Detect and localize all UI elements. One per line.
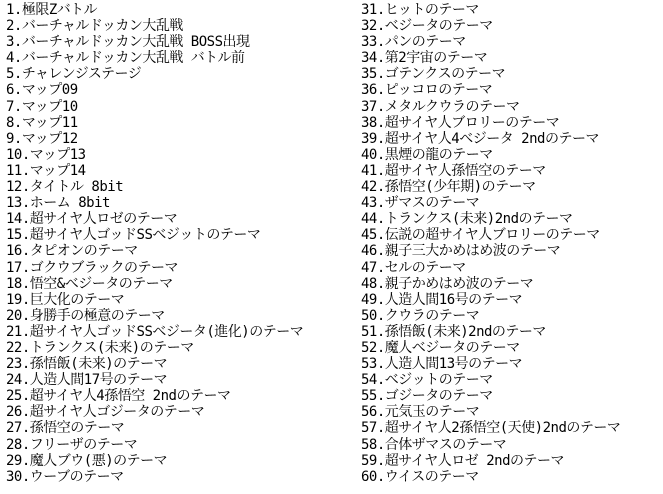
track-list-item: 14.超サイヤ人ロゼのテーマ xyxy=(6,211,178,228)
track-list-item: 4.バーチャルドッカン大乱戦 バトル前 xyxy=(6,50,245,67)
track-list-item: 23.孫悟飯(未来)のテーマ xyxy=(6,356,168,373)
track-list-item: 37.メタルクウラのテーマ xyxy=(361,98,520,115)
track-list-item: 41.超サイヤ人孫悟空のテーマ xyxy=(361,162,546,179)
track-list-item: 36.ピッコロのテーマ xyxy=(361,82,493,99)
track-list-item: 3.バーチャルドッカン大乱戦 BOSS出現 xyxy=(6,34,250,51)
track-list-item: 60.ウイスのテーマ xyxy=(361,468,479,485)
track-list-item: 9.マップ12 xyxy=(6,130,78,147)
track-list-item: 35.ゴテンクスのテーマ xyxy=(361,66,506,83)
track-list-item: 39.超サイヤ人4ベジータ 2ndのテーマ xyxy=(361,130,599,147)
track-list-item: 17.ゴクウブラックのテーマ xyxy=(6,259,179,276)
track-list-item: 51.孫悟飯(未来)2ndのテーマ xyxy=(361,323,546,340)
track-list-item: 29.魔人ブウ(悪)のテーマ xyxy=(6,452,168,469)
track-list-item: 16.タピオンのテーマ xyxy=(6,243,138,260)
track-list-item: 48.親子かめはめ波のテーマ xyxy=(361,275,534,292)
track-list-item: 7.マップ10 xyxy=(6,98,78,115)
track-list-item: 26.超サイヤ人ゴジータのテーマ xyxy=(6,404,205,421)
track-list-item: 6.マップ09 xyxy=(6,82,78,99)
track-list-item: 33.パンのテーマ xyxy=(361,34,466,51)
track-list-item: 49.人造人間16号のテーマ xyxy=(361,291,523,308)
track-list-item: 24.人造人間17号のテーマ xyxy=(6,372,168,389)
track-list-item: 31.ヒットのテーマ xyxy=(361,2,479,18)
track-list-item: 42.孫悟空(少年期)のテーマ xyxy=(361,179,536,196)
track-list-item: 15.超サイヤ人ゴッドSSベジットのテーマ xyxy=(6,227,261,244)
track-list-item: 22.トランクス(未来)のテーマ xyxy=(6,339,194,356)
track-list-item: 58.合体ザマスのテーマ xyxy=(361,436,507,453)
track-list-item: 52.魔人ベジータのテーマ xyxy=(361,339,520,356)
track-list-item: 2.バーチャルドッカン大乱戦 xyxy=(6,18,183,35)
track-list-item: 21.超サイヤ人ゴッドSSベジータ(進化)のテーマ xyxy=(6,323,304,340)
track-list-item: 5.チャレンジステージ xyxy=(6,66,142,83)
track-list-item: 20.身勝手の極意のテーマ xyxy=(6,307,165,324)
track-list-item: 55.ゴジータのテーマ xyxy=(361,388,493,405)
track-list-item: 10.マップ13 xyxy=(6,146,86,163)
track-list-item: 18.悟空&ベジータのテーマ xyxy=(6,275,173,292)
track-list-item: 13.ホーム 8bit xyxy=(6,195,110,212)
track-list-item: 12.タイトル 8bit xyxy=(6,179,124,196)
track-list-item: 19.巨大化のテーマ xyxy=(6,291,125,308)
track-list-item: 34.第2宇宙のテーマ xyxy=(361,50,488,67)
track-list-item: 8.マップ11 xyxy=(6,114,78,131)
track-list-item: 46.親子三大かめはめ波のテーマ xyxy=(361,243,561,260)
track-list-item: 45.伝説の超サイヤ人ブロリーのテーマ xyxy=(361,227,600,244)
track-list-item: 30.ウーブのテーマ xyxy=(6,468,124,485)
track-list-right-column xyxy=(361,2,661,485)
track-list-left-column xyxy=(6,2,358,485)
track-list-item: 25.超サイヤ人4孫悟空 2ndのテーマ xyxy=(6,388,231,405)
track-list-item: 28.フリーザのテーマ xyxy=(6,436,138,453)
track-list-item: 47.セルのテーマ xyxy=(361,259,466,276)
track-list-item: 32.ベジータのテーマ xyxy=(361,18,493,35)
track-list-item: 11.マップ14 xyxy=(6,162,86,179)
track-list-item: 57.超サイヤ人2孫悟空(天使)2ndのテーマ xyxy=(361,420,621,437)
track-list-item: 56.元気玉のテーマ xyxy=(361,404,480,421)
track-list-item: 27.孫悟空のテーマ xyxy=(6,420,125,437)
track-list-item: 54.ベジットのテーマ xyxy=(361,372,493,389)
track-list-item: 1.極限Zバトル xyxy=(6,2,98,18)
track-list-item: 38.超サイヤ人ブロリーのテーマ xyxy=(361,114,560,131)
track-list-item: 53.人造人間13号のテーマ xyxy=(361,356,523,373)
track-list-item: 59.超サイヤ人ロゼ 2ndのテーマ xyxy=(361,452,565,469)
track-list-item: 44.トランクス(未来)2ndのテーマ xyxy=(361,211,573,228)
track-list-item: 50.クウラのテーマ xyxy=(361,307,480,324)
track-list-item: 43.ザマスのテーマ xyxy=(361,195,480,212)
track-list-item: 40.黒煙の龍のテーマ xyxy=(361,146,493,163)
